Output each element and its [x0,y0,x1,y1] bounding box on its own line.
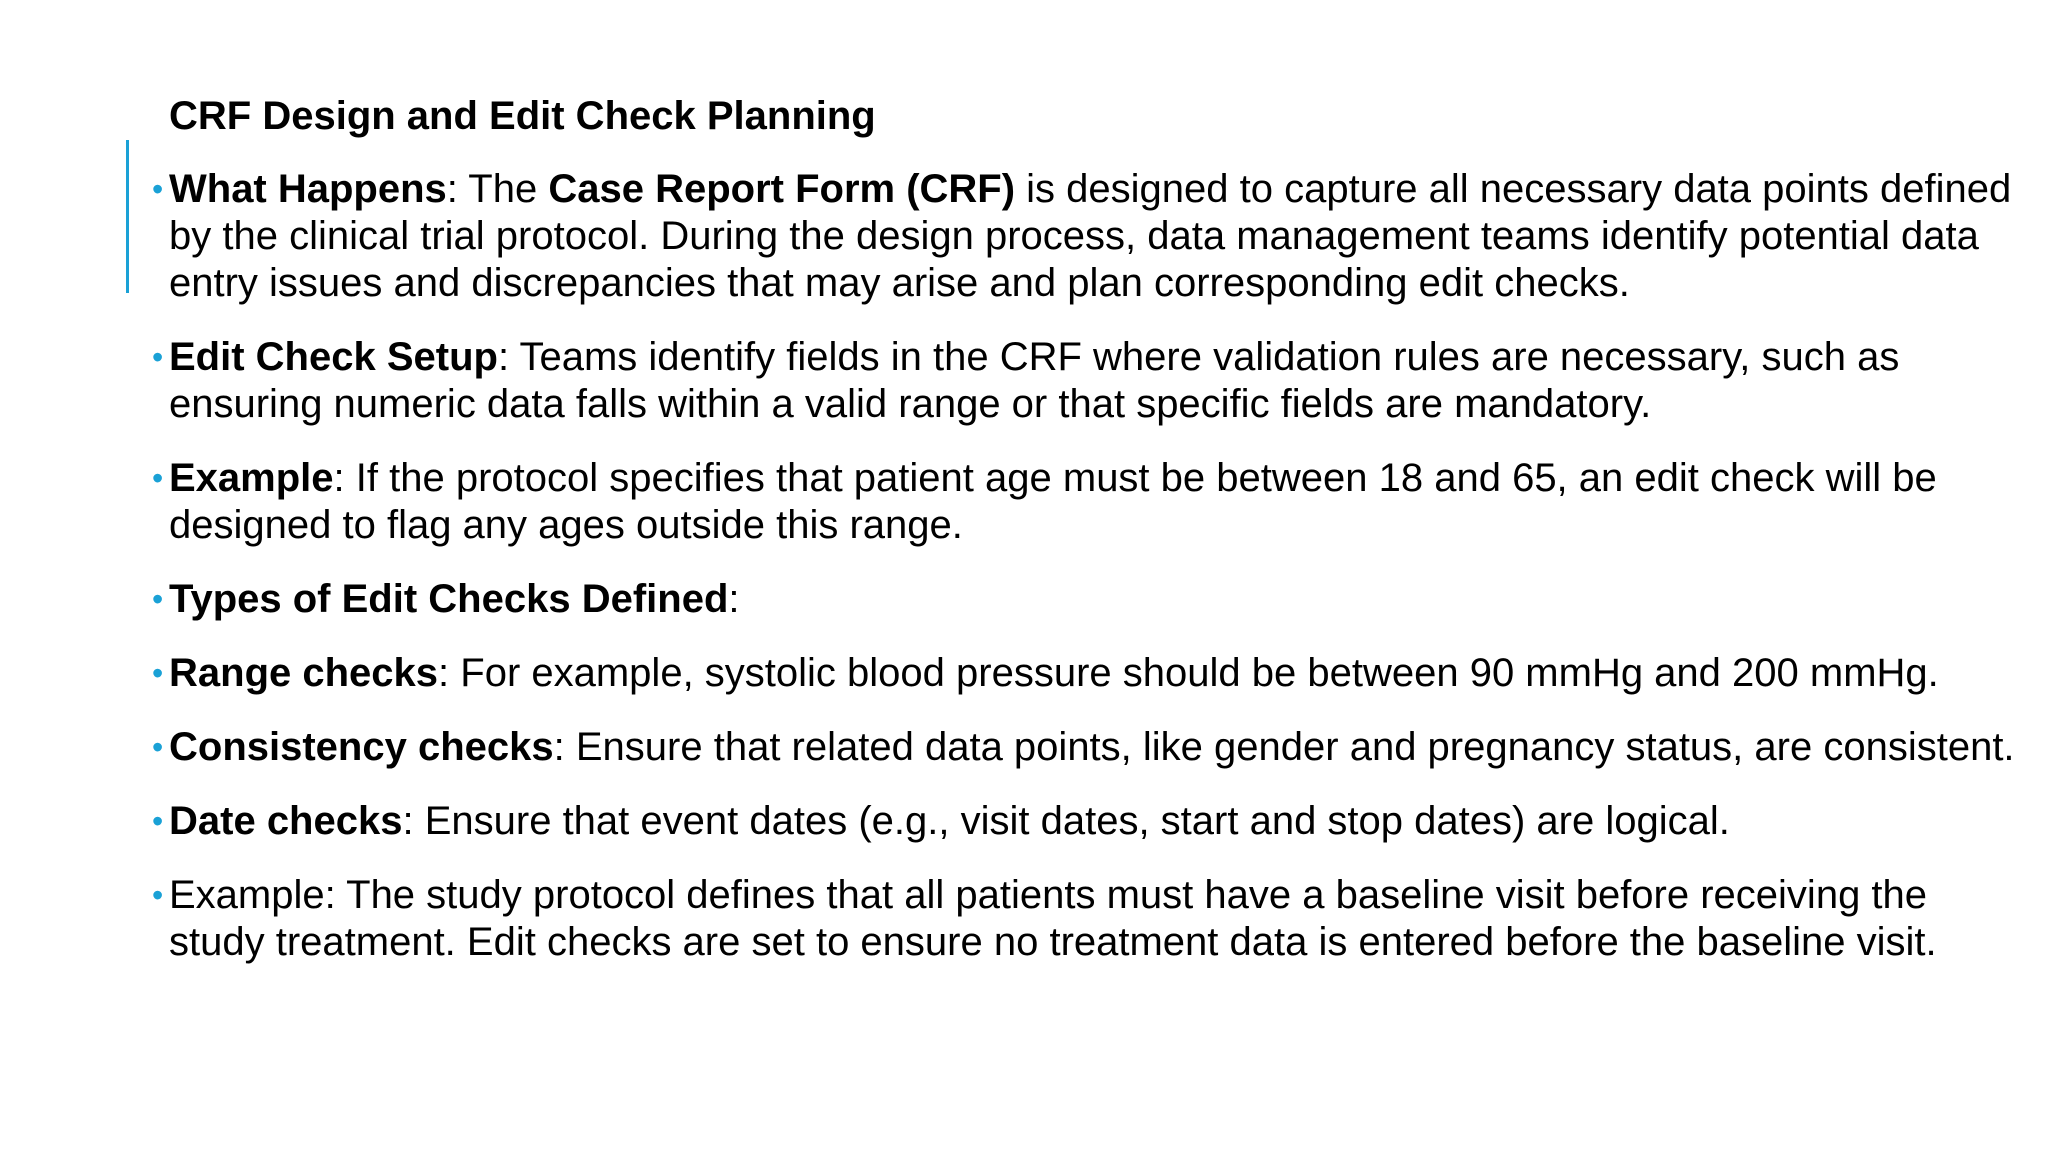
bullet-text [169,872,2032,966]
bullet-edit-check-setup [152,334,2032,428]
bullet-icon: • [152,339,164,375]
bullet-icon: • [152,803,164,839]
bullet-range-checks [152,650,2032,697]
bullet-text [169,724,2032,771]
bullet-body: : Ensure that related data points, like gender and pregnancy status, are consistent. [553,725,2015,769]
bullet-body: is designed to capture all necessary data points defined by the clinical trial protocol. During the design process, data management teams identify potential data entry issues and discrepancies that may arise and plan corresponding edit checks. [169,167,2012,305]
bullet-lead: Types of Edit Checks Defined [169,577,729,621]
bullet-icon: • [152,877,164,913]
bullet-list [152,166,2032,993]
bullet-types-of-edit-checks [152,576,2032,623]
bullet-lead: Consistency checks [169,725,554,769]
bullet-body: : Teams identify fields in the CRF where validation rules are necessary, such as ensuring numeric data falls within a valid range or that specific fields are mandatory. [169,335,1900,426]
accent-bar [126,140,129,293]
bullet-text [169,166,2032,307]
bullet-body: : For example, systolic blood pressure should be between 90 mmHg and 200 mmHg. [438,651,1939,695]
bullet-body: : [728,577,740,621]
bullet-text [169,334,2032,428]
bullet-date-checks [152,798,2032,845]
bullet-body: : If the protocol specifies that patient age must be between 18 and 65, an edit check will be designed to flag any ages outside this range. [169,456,1937,547]
bullet-text [169,455,2032,549]
bullet-emphasis: Case Report Form (CRF) [548,167,1016,211]
bullet-icon: • [152,171,164,207]
bullet-icon: • [152,655,164,691]
bullet-text [169,576,2032,623]
bullet-lead: Range checks [169,651,439,695]
bullet-text [169,650,2032,697]
bullet-body: : Ensure that event dates (e.g., visit dates, start and stop dates) are logical. [402,799,1730,843]
bullet-example [152,455,2032,549]
bullet-icon: • [152,460,164,496]
bullet-icon: • [152,581,164,617]
bullet-consistency-checks [152,724,2032,771]
bullet-lead: What Happens [169,167,447,211]
bullet-text [169,798,2032,845]
bullet-separator: : The [446,167,549,211]
bullet-lead: Date checks [169,799,403,843]
bullet-icon: • [152,729,164,765]
bullet-lead: Edit Check Setup [169,335,498,379]
bullet-body: Example: The study protocol defines that all patients must have a baseline visit before receiving the study treatment. Edit checks are set to ensure no treatment data is entered before the baseline visit. [169,873,1937,964]
bullet-what-happens [152,166,2032,307]
slide-title: CRF Design and Edit Check Planning [169,94,876,138]
bullet-baseline-example [152,872,2032,966]
bullet-lead: Example [169,456,334,500]
